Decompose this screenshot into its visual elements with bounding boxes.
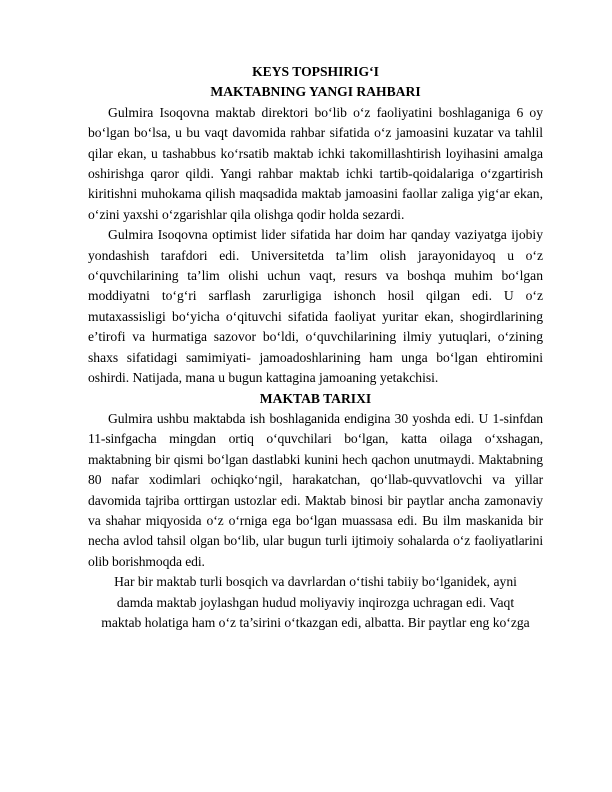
tail-line-3: maktab holatiga ham o‘z ta’sirini o‘tkazgan edi, albatta. Bir paytlar eng ko‘zga <box>101 614 530 630</box>
paragraph-school-history: Gulmira ushbu maktabda ish boshlaganida endigina 30 yoshda edi. U 1-sinfdan 11-sinfgacha mingdan ortiq o‘quvchilari bo‘lgan, katta oilaga o‘xshagan, maktabning bir qismi bo‘lgan dastlabki kunini hech qachon unutmaydi. Maktabning 80 nafar xodimlari ochiqko‘ngil, harakatchan, qo‘llab-quvvatlovchi va yillar davomida tajriba orttirgan ustozlar edi. Maktab binosi bir paytlar ancha zamonaviy va shahar miqyosida o‘z o‘rniga ega bo‘lgan muassasa edi. Bu ilm maskanida bir necha avlod tahsil olgan bo‘lib, ular bugun turli ijtimoiy sohalarda o‘z faoliyatlarini olib borishmoqda edi. <box>88 410 543 569</box>
tail-line-1: Har bir maktab turli bosqich va davrlardan o‘tishi tabiiy bo‘lganidek, ayni <box>114 574 517 590</box>
tail-line-2: damda maktab joylashgan hudud moliyaviy inqirozga uchragan edi. Vaqt <box>116 594 515 610</box>
paragraph-intro: Gulmira Isoqovna maktab direktori bo‘lib o‘z faoliyatini boshlaganiga 6 oy bo‘lgan bo‘lsa, u bu vaqt davomida rahbar sifatida o‘z jamoasini kuzatar va tahlil qilar ekan, u tashabbus ko‘rsatib maktab ichki takomillashtirish loyihasini amalga oshirishga qaror qildi. Yangi rahbar maktab ichki tartib-qoidalariga o‘zgartirish kiritishni muhokama qilish maqsadida maktab jamoasini faollar zaliga yig‘ar ekan, o‘zini yaxshi o‘zgarishlar qila olishga qodir holda sezardi. <box>88 104 543 222</box>
document-body <box>88 62 543 633</box>
document-title: KEYS TOPSHIRIG‘I <box>252 64 379 79</box>
document-subtitle: MAKTABNING YANGI RAHBARI <box>210 84 421 100</box>
paragraph-optimist-leader: Gulmira Isoqovna optimist lider sifatida har doim har qanday vaziyatga ijobiy yondashish tarafdori edi. Universitetda ta’lim olish jarayonidayoq u o‘z o‘quvchilarining ta’lim olishi uchun vaqt, resurs va boshqa muhim bo‘lgan moddiyatni to‘g‘ri sarflash zarurligiga ishonch hosil qilgan edi. U o‘z mutaxassisligi bo‘yicha o‘qituvchi sifatida faoliyat yuritar ekan, shogirdlarining e’tirofi va hurmatiga sazovor bo‘ldi, o‘quvchilarining ilmiy yutuqlari, o‘zining shaxs sifatidagi samimiyati- jamoadoshlarining ham unga bo‘lgan ehtiromini oshirdi. Natijada, mana u bugun kattagina jamoaning yetakchisi. <box>88 227 543 386</box>
section-heading: MAKTAB TARIXI <box>259 390 372 406</box>
